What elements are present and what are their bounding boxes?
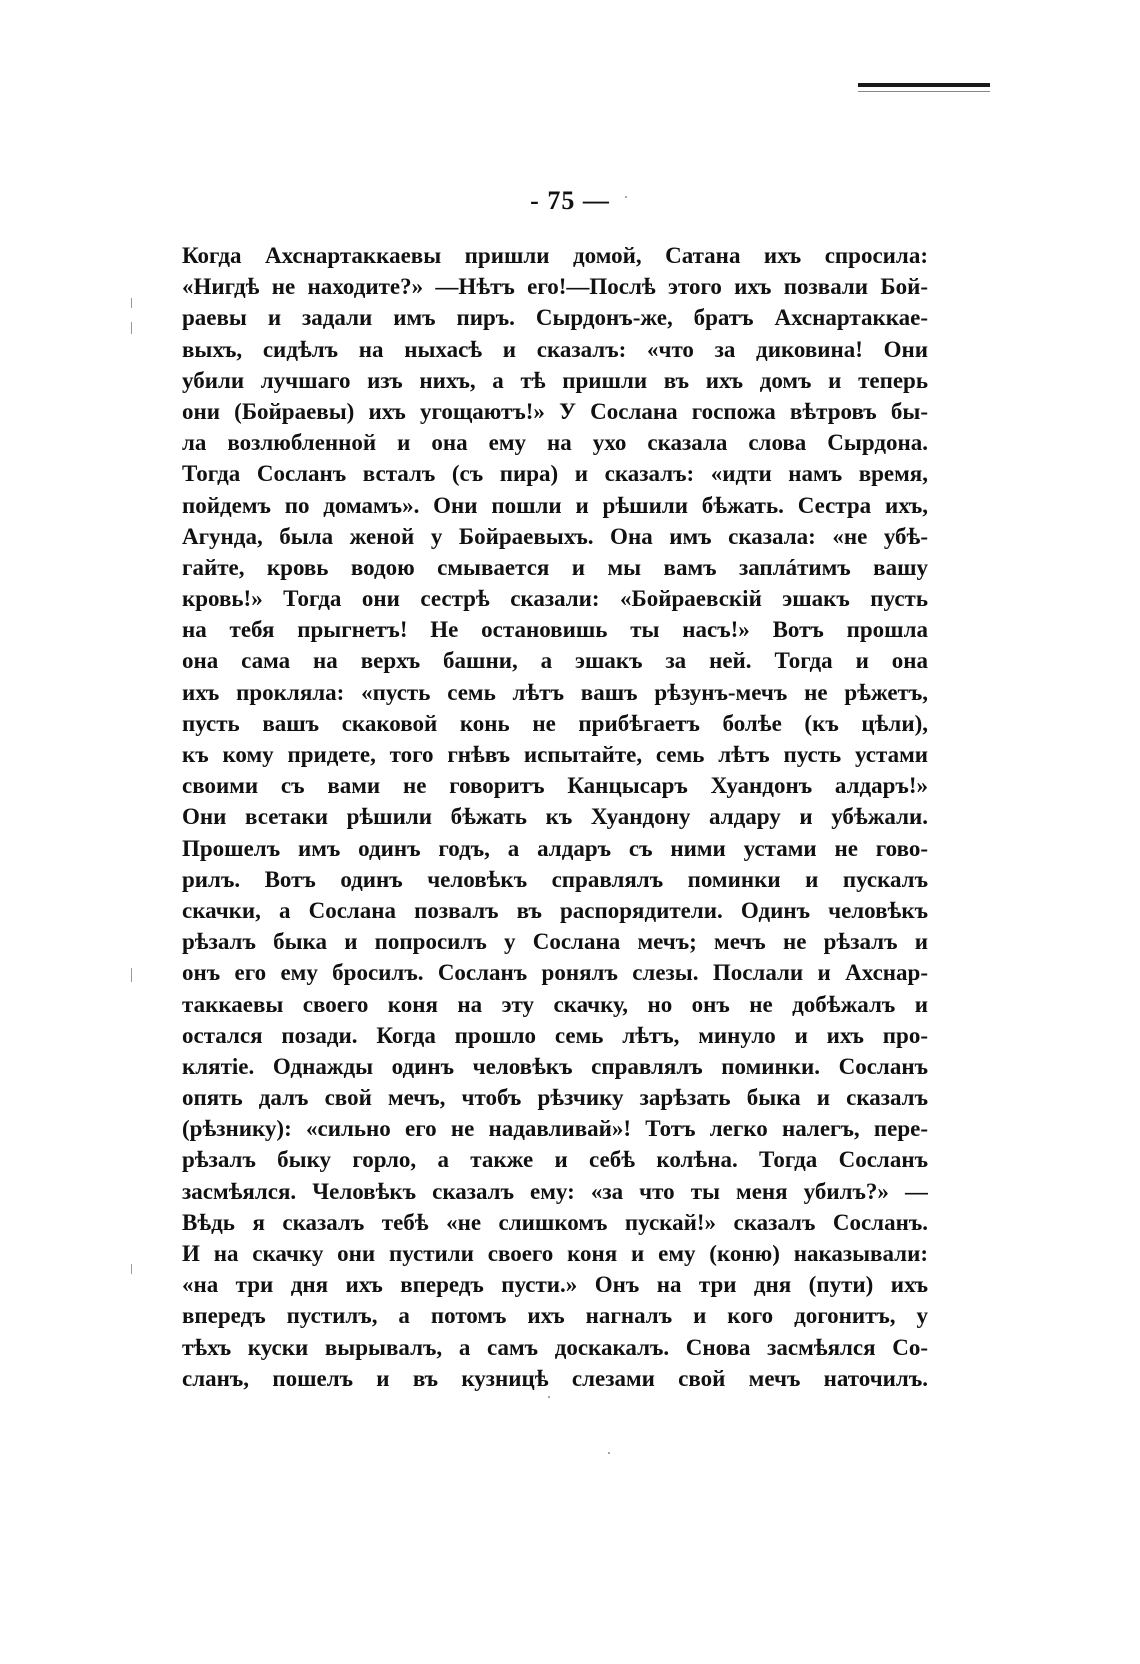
text-line: она сама на верхъ башни, а эшакъ за ней. Тогда и она — [182, 648, 928, 674]
text-line: своими съ вами не говоритъ Канцысаръ Хуандонъ алдаръ!» — [182, 773, 928, 799]
text-line: клятіе. Однажды одинъ человѣкъ справлялъ поминки. Сосланъ — [182, 1053, 928, 1079]
text-line: Агунда, была женой у Бойраевыхъ. Она имъ сказала: «не убѣ- — [182, 523, 928, 549]
text-line: сланъ, пошелъ и въ кузницѣ слезами свой мечъ наточилъ. — [182, 1365, 928, 1391]
text-line: остался позади. Когда прошло семь лѣтъ, минуло и ихъ про- — [182, 1022, 928, 1048]
text-line: Они всетаки рѣшили бѣжать къ Хуандону алдару и убѣжали. — [182, 804, 928, 830]
margin-mark — [131, 968, 132, 982]
text-line: «Нигдѣ не находите?» —Нѣтъ его!—Послѣ этого ихъ позвали Бой- — [182, 274, 928, 300]
margin-mark — [131, 298, 132, 308]
text-line: И на скачку они пустили своего коня и ему (коню) наказывали: — [182, 1241, 928, 1266]
text-line: на тебя прыгнетъ! Не остановишь ты насъ!» Вотъ прошла — [182, 617, 928, 643]
text-line: тѣхъ куски вырывалъ, а самъ доскакалъ. Снова засмѣялся Со- — [182, 1334, 928, 1360]
margin-mark — [131, 322, 132, 334]
text-line: опять далъ свой мечъ, чтобъ рѣзчику зарѣзать быка и сказалъ — [182, 1085, 928, 1111]
text-line: пойдемъ по домамъ». Они пошли и рѣшили бѣжать. Сестра ихъ, — [182, 492, 928, 518]
text-line: впередъ пустилъ, а потомъ ихъ нагналъ и кого догонитъ, у — [182, 1303, 928, 1329]
text-line: кровь!» Тогда они сестрѣ сказали: «Бойраевскій эшакъ пусть — [182, 586, 928, 612]
text-line: раевы и задали имъ пиръ. Сырдонъ-же, братъ Ахснартаккае- — [182, 305, 928, 331]
text-line: (рѣзнику): «сильно его не надавливай»! Тотъ легко налегъ, пере- — [182, 1116, 928, 1142]
top-rule-thin — [858, 91, 990, 92]
text-line: «на три дня ихъ впередъ пусти.» Онъ на три дня (пути) ихъ — [182, 1272, 928, 1298]
text-line: выхъ, сидѣлъ на ныхасѣ и сказалъ: «что за диковина! Они — [182, 336, 928, 362]
speck — [608, 1452, 610, 1454]
text-line: Тогда Сосланъ всталъ (съ пира) и сказалъ: «идти намъ время, — [182, 461, 928, 487]
text-line: Вѣдь я сказалъ тебѣ «не слишкомъ пускай!» сказалъ Сосланъ. — [182, 1209, 928, 1235]
text-line: пусть вашъ скаковой конь не прибѣгаетъ болѣе (къ цѣли), — [182, 710, 928, 736]
text-line: ихъ прокляла: «пусть семь лѣтъ вашъ рѣзунъ-мечъ не рѣжетъ, — [182, 679, 928, 705]
text-line: Когда Ахснартаккаевы пришли домой, Сатана ихъ спросила: — [182, 243, 928, 268]
text-line: засмѣялся. Человѣкъ сказалъ ему: «за что ты меня убилъ?» — — [182, 1178, 928, 1204]
text-line: гайте, кровь водою смывается и мы вамъ заплáтимъ вашу — [182, 554, 928, 580]
page-number: - 75 — — [530, 186, 610, 215]
text-line: Прошелъ имъ одинъ годъ, а алдаръ съ ними устами не гово- — [182, 835, 928, 861]
text-line: рѣзалъ быку горло, а также и себѣ колѣна. Тогда Сосланъ — [182, 1147, 928, 1173]
text-line: таккаевы своего коня на эту скачку, но онъ не добѣжалъ и — [182, 991, 928, 1017]
text-line: убили лучшаго изъ нихъ, а тѣ пришли въ ихъ домъ и теперь — [182, 367, 928, 393]
text-line: ла возлюбленной и она ему на ухо сказала слова Сырдона. — [182, 430, 928, 456]
margin-mark — [131, 1264, 132, 1274]
text-line: рѣзалъ быка и попросилъ у Сослана мечъ; мечъ не рѣзалъ и — [182, 929, 928, 955]
text-line: они (Бойраевы) ихъ угощаютъ!» У Сослана госпожа вѣтровъ бы- — [182, 398, 928, 424]
speck — [548, 1396, 550, 1398]
text-line: рилъ. Вотъ одинъ человѣкъ справлялъ поминки и пускалъ — [182, 866, 928, 892]
speck — [625, 196, 627, 198]
body-text — [182, 240, 928, 1394]
top-rule — [858, 83, 990, 87]
text-line: скачки, а Сослана позвалъ въ распорядители. Одинъ человѣкъ — [182, 897, 928, 923]
text-line: къ кому придете, того гнѣвъ испытайте, семь лѣтъ пусть устами — [182, 742, 928, 767]
text-line: онъ его ему бросилъ. Сосланъ ронялъ слезы. Послали и Ахснар- — [182, 960, 928, 986]
